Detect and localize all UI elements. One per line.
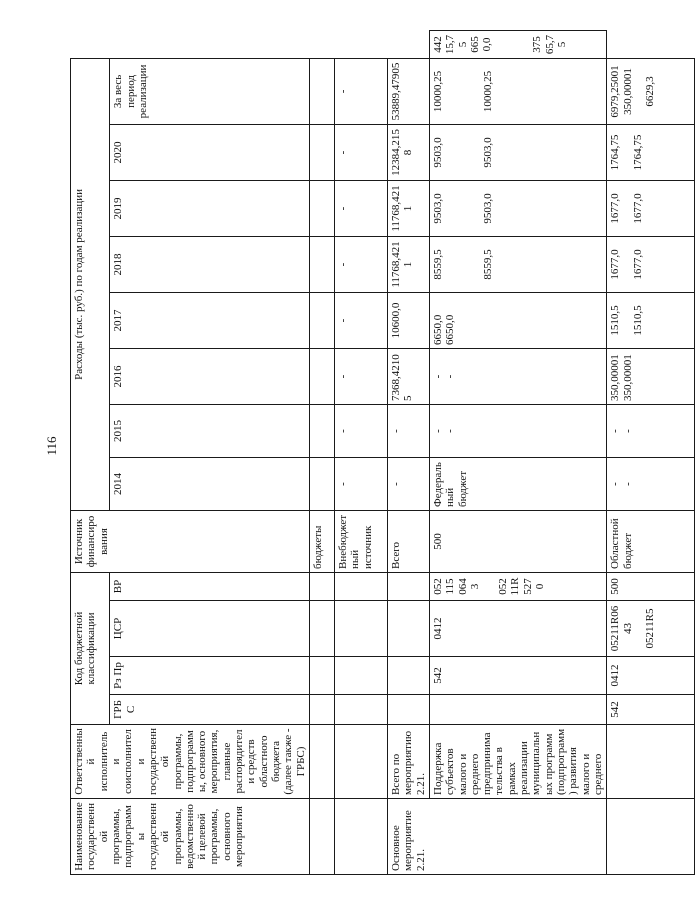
- col-header-rzpr: Рз Пр: [110, 657, 310, 695]
- value-cell: 9503,0: [482, 137, 495, 168]
- value-cell: 8559,5: [482, 249, 495, 280]
- value-cell: -: [334, 404, 387, 457]
- value-cell: 1764,75: [631, 134, 644, 171]
- value-cell: -: [334, 180, 387, 236]
- table-row-federal: [429, 31, 606, 875]
- vr-code: 500: [607, 572, 695, 600]
- col-header-grbs: ГРБС: [110, 695, 310, 725]
- value-cell: 12384,2158: [387, 124, 429, 180]
- col-header-code: Код бюджетной классификации: [71, 572, 110, 724]
- value-cell: 1677,0: [609, 193, 622, 224]
- value-cell: -: [334, 58, 387, 124]
- value-cell: 350,00001: [621, 354, 634, 401]
- col-header-year: 2016: [110, 348, 310, 404]
- value-cell: 9503,0: [482, 193, 495, 224]
- value-cell: 37565,75: [531, 34, 569, 55]
- value-cell: -: [387, 404, 429, 457]
- value-cell: 8559,5: [431, 249, 444, 280]
- value-cell: -: [334, 236, 387, 292]
- value-cell: 1510,5: [609, 305, 622, 336]
- budget-table: [70, 30, 695, 875]
- value-cell: 44215,75: [431, 34, 469, 55]
- measure-description: Поддержка субъектов малого и среднего предпринимательства в рамках реализации муниципальных программ (подпрограмм) развития малого и среднего: [429, 725, 606, 799]
- col-header-name: Наименование государственной программы, подпрограммы государственной программы, ведомственной целевой программы, основного мероприятия: [71, 799, 310, 875]
- value-cell: 6650,0: [431, 314, 444, 345]
- col-header-total: За весь период реализации: [110, 58, 310, 124]
- source-federal: Федеральный бюджет: [429, 457, 606, 510]
- value-cell: -: [387, 457, 429, 510]
- col-header-responsible: Ответственный исполнитель и соисполнители государственной программы, подпрограммы, основного мероприятия, главные распорядители средств областного бюджета (далее также - ГРБС): [71, 725, 310, 799]
- value-cell: 1677,0: [631, 193, 644, 224]
- table-row-extrabudget: [334, 31, 387, 875]
- page-number: 116: [44, 436, 59, 456]
- source-regional: Областной бюджет: [607, 510, 695, 572]
- col-header-source: Источник финансирования: [71, 510, 310, 572]
- value-cell: 11768,4211: [387, 236, 429, 292]
- value-cell: 6650,0: [444, 314, 457, 345]
- value-cell: 53889,47905: [387, 58, 429, 124]
- table-header-row: [71, 31, 110, 875]
- source-extrabudget: Внебюджетный источник: [334, 510, 387, 572]
- value-cell: 1510,5: [631, 305, 644, 336]
- value-cell: 6979,25001: [609, 65, 622, 118]
- col-header-year: 2014: [110, 457, 310, 510]
- csr-code: 05211R5270: [497, 577, 547, 596]
- source-budgets: бюджеты: [309, 510, 334, 572]
- value-cell: -: [609, 429, 622, 433]
- col-header-csr: ЦСР: [110, 601, 310, 657]
- grbs-code: 542: [607, 695, 695, 725]
- value-cell: 9503,0: [431, 137, 444, 168]
- col-header-year: 2017: [110, 292, 310, 348]
- table-row-total: [387, 31, 429, 875]
- value-cell: 6650,0: [468, 36, 494, 53]
- value-cell: -: [431, 429, 444, 433]
- measure-name: Основное мероприятие 2.21.: [387, 799, 606, 875]
- value-cell: 1677,0: [609, 249, 622, 280]
- rotated-table-container: [70, 30, 656, 875]
- value-cell: -: [621, 482, 634, 486]
- value-cell: 6629,3: [643, 76, 656, 107]
- col-header-year: 2020: [110, 124, 310, 180]
- value-cell: 350,00001: [609, 354, 622, 401]
- value-cell: -: [621, 429, 634, 433]
- grbs-code: 542: [429, 657, 606, 695]
- value-cell: 10000,25: [482, 70, 495, 113]
- rzpr-code: 0412: [607, 657, 695, 695]
- table-row-regional: [607, 31, 695, 875]
- value-cell: -: [444, 374, 457, 379]
- value-cell: -: [334, 457, 387, 510]
- col-header-year: 2015: [110, 404, 310, 457]
- value-cell: 10000,25: [431, 70, 444, 113]
- value-cell: 1677,0: [631, 249, 644, 280]
- value-cell: -: [334, 292, 387, 348]
- col-header-vr: ВР: [110, 572, 310, 600]
- responsible-total: Всего по мероприятию 2.21.: [387, 725, 429, 799]
- vr-code: 500: [429, 510, 606, 572]
- value-cell: -: [334, 348, 387, 404]
- value-cell: 350,00001: [621, 68, 634, 115]
- table-row-budgets: [309, 31, 334, 875]
- csr-code: 05211R5: [643, 608, 656, 649]
- col-header-year: 2019: [110, 180, 310, 236]
- value-cell: -: [609, 482, 622, 486]
- col-header-expenses: Расходы (тыс. руб.) по годам реализации: [71, 58, 110, 510]
- value-cell: 7368,42105: [387, 348, 429, 404]
- value-cell: 9503,0: [431, 193, 444, 224]
- value-cell: 11768,4211: [387, 180, 429, 236]
- rzpr-code: 0412: [429, 601, 606, 657]
- csr-code: 0521150643: [431, 578, 481, 595]
- value-cell: -: [334, 124, 387, 180]
- value-cell: 1764,75: [609, 134, 622, 171]
- col-header-year: 2018: [110, 236, 310, 292]
- value-cell: -: [431, 374, 444, 379]
- value-cell: 10600,0: [387, 292, 429, 348]
- value-cell: -: [444, 429, 457, 433]
- source-total: Всего: [387, 510, 429, 572]
- csr-code: 05211R0643: [609, 605, 634, 652]
